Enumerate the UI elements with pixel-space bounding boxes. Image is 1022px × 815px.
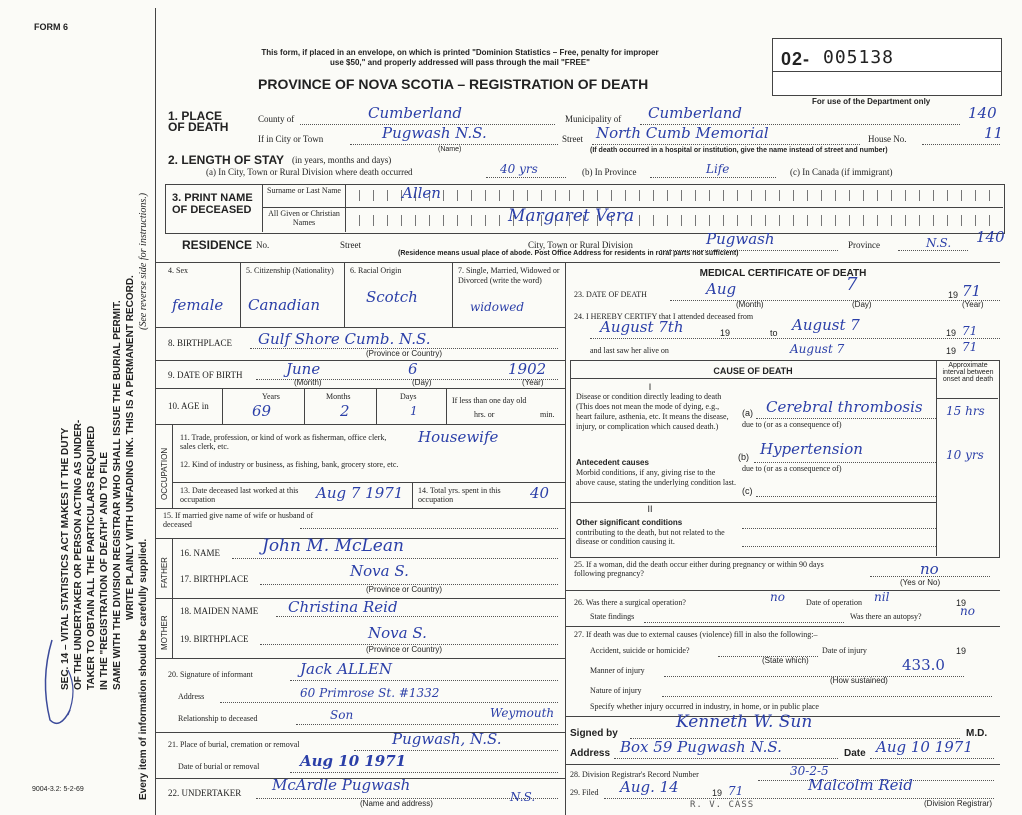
- residence-label: RESIDENCE: [182, 238, 253, 252]
- undertaker-caption: (Name and address): [360, 799, 433, 808]
- attended-to-label: to: [770, 328, 778, 338]
- mother-birthplace: Nova S.: [368, 624, 427, 642]
- hospital-note: (If death occurred in a hospital or institution, give the name instead of street and number): [590, 147, 888, 154]
- due-to-b: due to (or as a consequence of): [742, 464, 842, 473]
- death-year-caption: (Year): [962, 300, 984, 309]
- place-label: 1. PLACE OF DEATH: [168, 109, 229, 134]
- sex-label: 4. Sex: [168, 266, 188, 275]
- last-seen: August 7: [790, 342, 845, 356]
- autopsy-answer: no: [960, 604, 975, 618]
- margin-rule: [155, 8, 156, 815]
- interval-b: 10 yrs: [946, 448, 984, 462]
- registration-number-box: [772, 38, 1002, 96]
- occupation-total-years: 40: [530, 484, 550, 502]
- city-label: If in City or Town: [258, 134, 324, 144]
- sidebar-line-1: SEC. 14 – VITAL STATISTICS ACT MAKES IT THE DUTY: [60, 427, 71, 690]
- last-seen-label: and last saw her alive on: [590, 346, 669, 355]
- dob-month-caption: (Month): [294, 378, 322, 387]
- burial-place: Pugwash, N.S.: [392, 730, 502, 748]
- sidebar-line-3: TAKER TO OBTAIN ALL THE PARTICULARS REQUIRED: [86, 425, 97, 690]
- dob-year-caption: (Year): [522, 378, 544, 387]
- death-year: 71: [962, 282, 982, 300]
- age-label: 10. AGE in: [168, 401, 209, 411]
- registrar-caption: (Division Registrar): [924, 799, 993, 808]
- sidebar-line-7: Every item of information should be carefully supplied.: [138, 538, 149, 800]
- residence-province-label: Province: [848, 240, 880, 250]
- last-seen-year: 71: [962, 340, 978, 354]
- informant-city-note: Weymouth: [490, 706, 555, 720]
- county-value: Cumberland: [368, 104, 463, 122]
- nature-label: Nature of injury: [590, 686, 642, 695]
- state-which-caption: (State which): [762, 656, 809, 665]
- pregnancy-label: 25. If a woman, did the death occur either during pregnancy or within 90 days following pregnancy?: [574, 560, 824, 578]
- antecedent-label: Antecedent causes: [576, 458, 649, 467]
- mother-prov-caption: (Province or Country): [366, 645, 443, 654]
- stay-sub: (in years, months and days): [292, 155, 392, 165]
- pregnancy-answer: no: [920, 560, 939, 578]
- last-seen-year-prefix: 19: [946, 346, 957, 356]
- age-months-label: Months: [326, 392, 351, 401]
- residence-street-label: Street: [340, 240, 361, 250]
- dob-day: 6: [408, 360, 418, 378]
- spouse-label: 15. If married give name of wife or husband of deceased: [163, 511, 314, 529]
- birthplace-label: 8. BIRTHPLACE: [168, 338, 232, 348]
- autopsy-label: Was there an autopsy?: [850, 612, 922, 621]
- occupation-q14: 14. Total yrs. spent in this occupation: [418, 486, 501, 504]
- mother-maiden: Christina Reid: [288, 598, 398, 616]
- other-sub: contributing to the death, but not related to the disease or condition causing it.: [576, 528, 725, 546]
- occupation-q12: 12. Kind of industry or business, as fishing, bank, grocery store, etc.: [180, 460, 399, 469]
- father-prov-caption: (Province or Country): [366, 585, 443, 594]
- given-cells: [346, 214, 1002, 226]
- marital-value: widowed: [470, 300, 525, 314]
- death-year-prefix: 19: [948, 290, 959, 300]
- physician-signature: Kenneth W. Sun: [676, 712, 813, 732]
- attended-from-year: 19: [720, 328, 731, 338]
- interval-heading: Approximate interval between onset and death: [942, 362, 994, 383]
- signed-date-label: Date: [844, 748, 866, 759]
- op-date-label: Date of operation: [806, 598, 862, 607]
- surname-cells: [346, 189, 1002, 201]
- filed-year-prefix: 19: [712, 788, 723, 798]
- occupation-q13: 13. Date deceased last worked at this occupation: [180, 486, 299, 504]
- record-number: 30-2-5: [790, 764, 829, 778]
- undertaker-value: McArdle Pugwash: [272, 776, 411, 794]
- accident-label: Accident, suicide or homicide?: [590, 646, 690, 655]
- less-day-label: If less than one day old: [452, 396, 527, 405]
- sidebar-line-8: (See reverse side for instructions.): [138, 192, 149, 330]
- attended-label: 24. I HEREBY CERTIFY that I attended deceased from: [574, 312, 754, 321]
- dob-year: 1902: [508, 360, 547, 378]
- municipality-label: Municipality of: [565, 114, 622, 124]
- medical-heading: MEDICAL CERTIFICATE OF DEATH: [699, 268, 867, 279]
- state-findings-label: State findings: [590, 612, 635, 621]
- op-date-year-prefix: 19: [956, 598, 967, 608]
- given-label: All Given or Christian Names: [268, 209, 340, 227]
- dept-code-1: 140: [968, 104, 997, 122]
- race-label: 6. Racial Origin: [350, 266, 402, 275]
- name-caption: (Name): [438, 146, 462, 153]
- stay-b-label: (b) In Province: [582, 167, 637, 177]
- stay-a-value: 40 yrs: [500, 162, 538, 176]
- name-label: 3. PRINT NAME OF DECEASED: [172, 192, 253, 216]
- registrar-stamp: R. V. CASS: [690, 800, 755, 810]
- age-years-label: Years: [262, 392, 280, 401]
- mother-side-label: MOTHER: [160, 615, 169, 650]
- stay-label: 2. LENGTH OF STAY: [168, 153, 285, 167]
- county-label: County of: [258, 114, 295, 124]
- birthplace-value: Gulf Shore Cumb. N.S.: [258, 330, 431, 348]
- stay-b-value: Life: [706, 162, 730, 176]
- md-label: M.D.: [966, 728, 988, 739]
- dept-code-2: 11: [984, 124, 1004, 142]
- age-months-value: 2: [340, 402, 350, 420]
- street-label: Street: [562, 134, 583, 144]
- footer-code: 9004-3.2: 5-2-69: [32, 786, 84, 793]
- attended-from: August 7th: [600, 318, 684, 336]
- father-birthplace-label: 17. BIRTHPLACE: [180, 574, 249, 584]
- operation-label: 26. Was there a surgical operation?: [574, 598, 686, 607]
- residence-no-label: No.: [256, 240, 270, 250]
- margin-scribble: [30, 620, 100, 740]
- manner-label: Manner of injury: [590, 666, 645, 675]
- filed-label: 29. Filed: [570, 788, 599, 797]
- undertaker-suffix: N.S.: [510, 790, 536, 804]
- specify-label: Specify whether injury occurred in industry, in home, or in public place: [590, 702, 819, 711]
- father-side-label: FATHER: [160, 557, 169, 588]
- op-date: nil: [874, 590, 890, 604]
- direct-cause-label: Disease or condition directly leading to death (This does not mean the mode of dying, e.g., heart failure, asthenia, etc. It means the disease, injury, or complication which caused death.): [576, 392, 729, 431]
- race-value: Scotch: [366, 288, 418, 306]
- age-years-value: 69: [252, 402, 272, 420]
- citizenship-label: 5. Citizenship (Nationality): [246, 266, 334, 275]
- stay-c-label: (c) In Canada (if immigrant): [790, 167, 893, 177]
- roman-2: II: [647, 504, 653, 514]
- death-month-caption: (Month): [736, 300, 764, 309]
- sex-value: female: [172, 296, 224, 314]
- how-sustained-caption: (How sustained): [830, 676, 888, 685]
- informant-label: 20. Signature of informant: [168, 670, 253, 679]
- house-label: House No.: [868, 134, 907, 144]
- death-date-label: 23. DATE OF DEATH: [574, 290, 647, 299]
- occupation-trade: Housewife: [418, 428, 499, 446]
- undertaker-label: 22. UNDERTAKER: [168, 788, 242, 798]
- surname-value: Allen: [402, 184, 441, 202]
- physician-address: Box 59 Pugwash N.S.: [620, 738, 782, 756]
- reg-number: 005138: [823, 47, 895, 68]
- signed-by-label: Signed by: [570, 728, 618, 739]
- death-day: 7: [846, 274, 858, 295]
- mail-note-2: use $50," and properly addressed will pass through the mail "FREE": [330, 58, 590, 67]
- due-to-a: due to (or as a consequence of): [742, 420, 842, 429]
- informant-address-label: Address: [178, 692, 205, 701]
- occupation-q11: 11. Trade, profession, or kind of work as fisherman, office clerk, sales clerk, etc.: [180, 433, 387, 451]
- cause-a: Cerebral thrombosis: [766, 398, 923, 416]
- antecedent-sub: Morbid conditions, if any, giving rise to the above cause, stating the underlying condition last.: [576, 468, 736, 487]
- injury-date-year-prefix: 19: [956, 646, 967, 656]
- relationship-label: Relationship to deceased: [178, 714, 258, 723]
- residence-city-value: Pugwash: [706, 230, 775, 248]
- record-number-label: 28. Division Registrar's Record Number: [570, 770, 699, 779]
- informant-signature: Jack ALLEN: [300, 660, 393, 678]
- filed-year: 71: [728, 784, 744, 798]
- dob-day-caption: (Day): [412, 378, 432, 387]
- father-name: John M. McLean: [262, 536, 404, 556]
- form-label: FORM 6: [34, 22, 69, 32]
- cause-a-label: (a): [742, 408, 753, 418]
- marital-label: 7. Single, Married, Widowed or Divorced (write the word): [458, 266, 560, 285]
- mail-note-1: This form, if placed in an envelope, on which is printed "Dominion Statistics – Free, penalty for improper: [261, 48, 659, 57]
- residence-city-label: City, Town or Rural Division: [528, 240, 633, 250]
- dept-use-label: For use of the Department only: [812, 97, 931, 106]
- surname-label: Surname or Last Name: [267, 186, 341, 195]
- residence-code: 140: [976, 228, 1005, 246]
- injury-date-label: Date of injury: [822, 646, 867, 655]
- sidebar-line-5: SAME WITH THE DIVISION REGISTRAR WHO SHALL ISSUE THE BURIAL PERMIT.: [112, 300, 123, 690]
- burial-date: Aug 10 1971: [300, 752, 407, 770]
- sidebar-line-2: OF THE UNDERTAKER OR PERSON ACTING AS UNDER-: [73, 419, 84, 690]
- attended-to: August 7: [792, 316, 860, 334]
- attended-to-year-prefix: 19: [946, 328, 957, 338]
- yes-no-caption: (Yes or No): [900, 578, 941, 587]
- mother-birthplace-label: 19. BIRTHPLACE: [180, 634, 249, 644]
- external-label: 27. If death was due to external causes (violence) fill in also the following:–: [574, 630, 818, 639]
- dob-month: June: [286, 360, 321, 378]
- relationship-value: Son: [330, 708, 354, 722]
- roman-1: I: [648, 382, 652, 392]
- sidebar-line-6: WRITE PLAINLY WITH UNFADING INK. THIS IS A PERMANENT RECORD.: [125, 275, 136, 620]
- registrar-signature: Malcolm Reid: [808, 776, 913, 794]
- signed-date: Aug 10 1971: [876, 738, 973, 756]
- informant-address: 60 Primrose St. #1332: [300, 686, 440, 700]
- stay-a-label: (a) In City, Town or Rural Division where death occurred: [206, 167, 413, 177]
- burial-date-label: Date of burial or removal: [178, 762, 260, 771]
- form-title: PROVINCE OF NOVA SCOTIA – REGISTRATION OF DEATH: [258, 76, 649, 92]
- hrs-label: hrs. or: [474, 410, 495, 419]
- death-month: Aug: [706, 280, 737, 298]
- citizenship-value: Canadian: [248, 296, 321, 314]
- father-birthplace: Nova S.: [350, 562, 409, 580]
- attended-to-year: 71: [962, 324, 978, 338]
- occupation-side-label: OCCUPATION: [160, 447, 169, 500]
- burial-place-label: 21. Place of burial, cremation or removal: [168, 740, 300, 749]
- municipality-value: Cumberland: [648, 104, 743, 122]
- mother-maiden-label: 18. MAIDEN NAME: [180, 606, 259, 616]
- other-label: Other significant conditions: [576, 518, 683, 527]
- reg-prefix: 02-: [781, 49, 811, 69]
- interval-a: 15 hrs: [946, 404, 985, 418]
- sidebar-line-4: IN THE "REGISTRATION OF DEATH" AND TO FILE: [99, 452, 110, 690]
- min-label: min.: [540, 410, 555, 419]
- residence-note: (Residence means usual place of abode. Post Office Address for residents in rural parts not sufficient): [398, 250, 739, 257]
- cause-heading: CAUSE OF DEATH: [713, 366, 793, 376]
- filed-date: Aug. 14: [620, 778, 679, 796]
- cause-b-label: (b): [738, 452, 749, 462]
- cause-b: Hypertension: [760, 440, 863, 458]
- death-day-caption: (Day): [852, 300, 872, 309]
- age-days-label: Days: [400, 392, 417, 401]
- code-433: 433.0: [902, 656, 945, 674]
- given-value: Margaret Vera: [508, 206, 635, 226]
- dob-label: 9. DATE OF BIRTH: [168, 370, 243, 380]
- operation-answer: no: [770, 590, 785, 604]
- street-value: North Cumb Memorial: [596, 124, 769, 142]
- occupation-last-worked: Aug 7 1971: [316, 484, 404, 502]
- city-value: Pugwash N.S.: [382, 124, 487, 142]
- cause-c-label: (c): [742, 486, 753, 496]
- age-days-value: 1: [410, 404, 418, 418]
- birthplace-caption: (Province or Country): [366, 349, 443, 358]
- father-name-label: 16. NAME: [180, 548, 220, 558]
- physician-address-label: Address: [570, 748, 611, 759]
- residence-province-value: N.S.: [926, 236, 952, 250]
